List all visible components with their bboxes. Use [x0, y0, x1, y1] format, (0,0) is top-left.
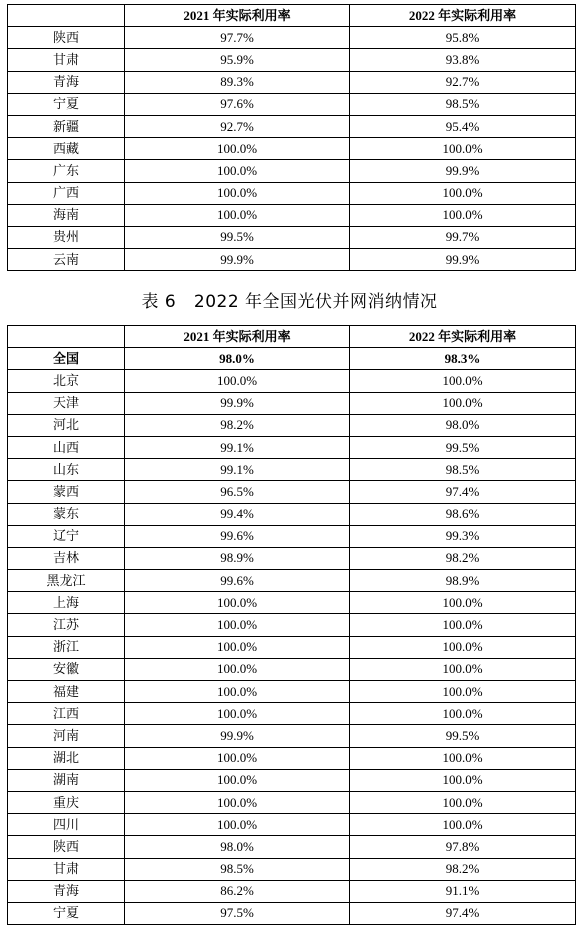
- cell-region: 上海: [8, 592, 125, 614]
- cell-2021-rate: 96.5%: [125, 481, 350, 503]
- cell-2021-rate: 99.4%: [125, 503, 350, 525]
- cell-2021-rate: 99.9%: [125, 392, 350, 414]
- cell-region: 甘肃: [8, 49, 125, 71]
- header-row: [8, 326, 576, 348]
- table-row: [8, 570, 576, 592]
- table-row: [8, 414, 576, 436]
- table-row: [8, 614, 576, 636]
- cell-region: 新疆: [8, 115, 125, 137]
- cell-2022-rate: 99.3%: [350, 525, 576, 547]
- table-row: [8, 747, 576, 769]
- cell-2021-rate: 86.2%: [125, 880, 350, 902]
- table-row: [8, 93, 576, 115]
- utilization-table-continued: [7, 4, 576, 271]
- cell-region: 海南: [8, 204, 125, 226]
- cell-region: 福建: [8, 681, 125, 703]
- cell-2022-rate: 100.0%: [350, 791, 576, 813]
- cell-2021-rate: 97.5%: [125, 902, 350, 924]
- header-2021-rate: 2021 年实际利用率: [125, 5, 350, 27]
- table-caption-title: 2022 年全国光伏并网消纳情况: [193, 292, 438, 312]
- table-row: [8, 814, 576, 836]
- cell-2021-rate: 98.5%: [125, 858, 350, 880]
- cell-region: 广东: [8, 160, 125, 182]
- table-row: [8, 27, 576, 49]
- cell-2021-rate: 97.6%: [125, 93, 350, 115]
- cell-region: 山东: [8, 459, 125, 481]
- table-row: [8, 547, 576, 569]
- header-region: [8, 5, 125, 27]
- cell-2021-rate: 100.0%: [125, 681, 350, 703]
- cell-2021-rate: 100.0%: [125, 636, 350, 658]
- cell-region: 安徽: [8, 658, 125, 680]
- cell-2022-rate: 98.9%: [350, 570, 576, 592]
- cell-region: 辽宁: [8, 525, 125, 547]
- table-row: [8, 703, 576, 725]
- table-body: [8, 348, 576, 925]
- cell-2022-rate: 100.0%: [350, 636, 576, 658]
- cell-2022-rate: 92.7%: [350, 71, 576, 93]
- cell-2021-rate: 100.0%: [125, 370, 350, 392]
- cell-2022-rate: 98.5%: [350, 93, 576, 115]
- cell-2022-rate: 100.0%: [350, 658, 576, 680]
- table-row: [8, 481, 576, 503]
- table-row: [8, 503, 576, 525]
- cell-2021-rate: 100.0%: [125, 614, 350, 636]
- cell-region: 湖南: [8, 769, 125, 791]
- header-2022-rate: 2022 年实际利用率: [350, 326, 576, 348]
- table-row: [8, 160, 576, 182]
- cell-2021-rate: 99.5%: [125, 226, 350, 248]
- cell-region: 青海: [8, 71, 125, 93]
- cell-2021-rate: 98.0%: [125, 836, 350, 858]
- cell-2022-rate: 99.7%: [350, 226, 576, 248]
- cell-region: 宁夏: [8, 93, 125, 115]
- table-row: [8, 858, 576, 880]
- cell-region: 宁夏: [8, 902, 125, 924]
- cell-region: 河北: [8, 414, 125, 436]
- table-row: [8, 370, 576, 392]
- cell-2022-rate: 100.0%: [350, 138, 576, 160]
- cell-2021-rate: 99.6%: [125, 570, 350, 592]
- cell-2021-rate: 100.0%: [125, 814, 350, 836]
- header-2022-rate: 2022 年实际利用率: [350, 5, 576, 27]
- cell-2022-rate: 99.9%: [350, 160, 576, 182]
- cell-2022-rate: 100.0%: [350, 370, 576, 392]
- cell-2021-rate: 100.0%: [125, 204, 350, 226]
- cell-2021-rate: 100.0%: [125, 703, 350, 725]
- cell-2022-rate: 100.0%: [350, 769, 576, 791]
- cell-2021-rate: 99.6%: [125, 525, 350, 547]
- cell-2021-rate: 100.0%: [125, 747, 350, 769]
- cell-region: 北京: [8, 370, 125, 392]
- cell-region: 贵州: [8, 226, 125, 248]
- table-row: [8, 348, 576, 370]
- cell-2022-rate: 99.5%: [350, 725, 576, 747]
- table-caption: [0, 292, 579, 312]
- cell-2022-rate: 100.0%: [350, 592, 576, 614]
- table-row: [8, 725, 576, 747]
- cell-region: 蒙东: [8, 503, 125, 525]
- cell-2021-rate: 100.0%: [125, 138, 350, 160]
- cell-2022-rate: 95.4%: [350, 115, 576, 137]
- cell-region: 甘肃: [8, 858, 125, 880]
- cell-2021-rate: 99.9%: [125, 249, 350, 271]
- cell-region: 江苏: [8, 614, 125, 636]
- cell-region: 青海: [8, 880, 125, 902]
- table-row: [8, 681, 576, 703]
- table-row: [8, 392, 576, 414]
- table-row: [8, 636, 576, 658]
- cell-region: 湖北: [8, 747, 125, 769]
- cell-2022-rate: 99.5%: [350, 436, 576, 458]
- cell-2021-rate: 100.0%: [125, 160, 350, 182]
- cell-2022-rate: 100.0%: [350, 703, 576, 725]
- table-row: [8, 836, 576, 858]
- table-row: [8, 436, 576, 458]
- cell-2021-rate: 98.2%: [125, 414, 350, 436]
- cell-region: 重庆: [8, 791, 125, 813]
- table-row: [8, 182, 576, 204]
- table-row: [8, 49, 576, 71]
- cell-2022-rate: 97.4%: [350, 481, 576, 503]
- table-row: [8, 791, 576, 813]
- cell-2022-rate: 100.0%: [350, 681, 576, 703]
- cell-2022-rate: 98.6%: [350, 503, 576, 525]
- cell-2021-rate: 99.1%: [125, 436, 350, 458]
- cell-region: 四川: [8, 814, 125, 836]
- cell-2021-rate: 99.9%: [125, 725, 350, 747]
- table-row: [8, 880, 576, 902]
- cell-2021-rate: 89.3%: [125, 71, 350, 93]
- table-row: [8, 658, 576, 680]
- cell-2022-rate: 100.0%: [350, 747, 576, 769]
- cell-2021-rate: 98.9%: [125, 547, 350, 569]
- header-row: [8, 5, 576, 27]
- table-row: [8, 902, 576, 924]
- cell-2021-rate: 99.1%: [125, 459, 350, 481]
- table-row: [8, 525, 576, 547]
- cell-2022-rate: 100.0%: [350, 392, 576, 414]
- cell-region: 山西: [8, 436, 125, 458]
- cell-2021-rate: 97.7%: [125, 27, 350, 49]
- cell-region: 云南: [8, 249, 125, 271]
- cell-2022-rate: 100.0%: [350, 614, 576, 636]
- cell-2022-rate: 99.9%: [350, 249, 576, 271]
- cell-2022-rate: 98.5%: [350, 459, 576, 481]
- cell-region: 蒙西: [8, 481, 125, 503]
- cell-2021-rate: 100.0%: [125, 658, 350, 680]
- table-row: [8, 138, 576, 160]
- cell-2022-rate: 93.8%: [350, 49, 576, 71]
- table-row: [8, 115, 576, 137]
- cell-region: 陕西: [8, 836, 125, 858]
- cell-region: 江西: [8, 703, 125, 725]
- cell-2022-rate: 91.1%: [350, 880, 576, 902]
- cell-2021-rate: 98.0%: [125, 348, 350, 370]
- table-caption-label: 表 6: [141, 292, 177, 312]
- cell-2021-rate: 100.0%: [125, 182, 350, 204]
- cell-2022-rate: 100.0%: [350, 204, 576, 226]
- cell-2021-rate: 100.0%: [125, 791, 350, 813]
- pv-grid-consumption-table: [7, 325, 576, 925]
- cell-2022-rate: 98.0%: [350, 414, 576, 436]
- cell-2021-rate: 92.7%: [125, 115, 350, 137]
- cell-region: 西藏: [8, 138, 125, 160]
- table-row: [8, 459, 576, 481]
- table-row: [8, 592, 576, 614]
- table-row: [8, 226, 576, 248]
- header-region: [8, 326, 125, 348]
- cell-region: 黑龙江: [8, 570, 125, 592]
- cell-region: 广西: [8, 182, 125, 204]
- cell-2022-rate: 97.8%: [350, 836, 576, 858]
- cell-2022-rate: 98.2%: [350, 858, 576, 880]
- cell-2021-rate: 100.0%: [125, 592, 350, 614]
- cell-region: 天津: [8, 392, 125, 414]
- table-row: [8, 71, 576, 93]
- table-body: [8, 27, 576, 271]
- cell-2022-rate: 100.0%: [350, 814, 576, 836]
- cell-2022-rate: 97.4%: [350, 902, 576, 924]
- table-row: [8, 249, 576, 271]
- table-row: [8, 769, 576, 791]
- cell-region: 河南: [8, 725, 125, 747]
- cell-region: 全国: [8, 348, 125, 370]
- cell-2022-rate: 98.3%: [350, 348, 576, 370]
- cell-2021-rate: 100.0%: [125, 769, 350, 791]
- cell-region: 浙江: [8, 636, 125, 658]
- header-2021-rate: 2021 年实际利用率: [125, 326, 350, 348]
- cell-2022-rate: 95.8%: [350, 27, 576, 49]
- cell-2022-rate: 100.0%: [350, 182, 576, 204]
- table-row: [8, 204, 576, 226]
- cell-2022-rate: 98.2%: [350, 547, 576, 569]
- cell-region: 陕西: [8, 27, 125, 49]
- cell-2021-rate: 95.9%: [125, 49, 350, 71]
- cell-region: 吉林: [8, 547, 125, 569]
